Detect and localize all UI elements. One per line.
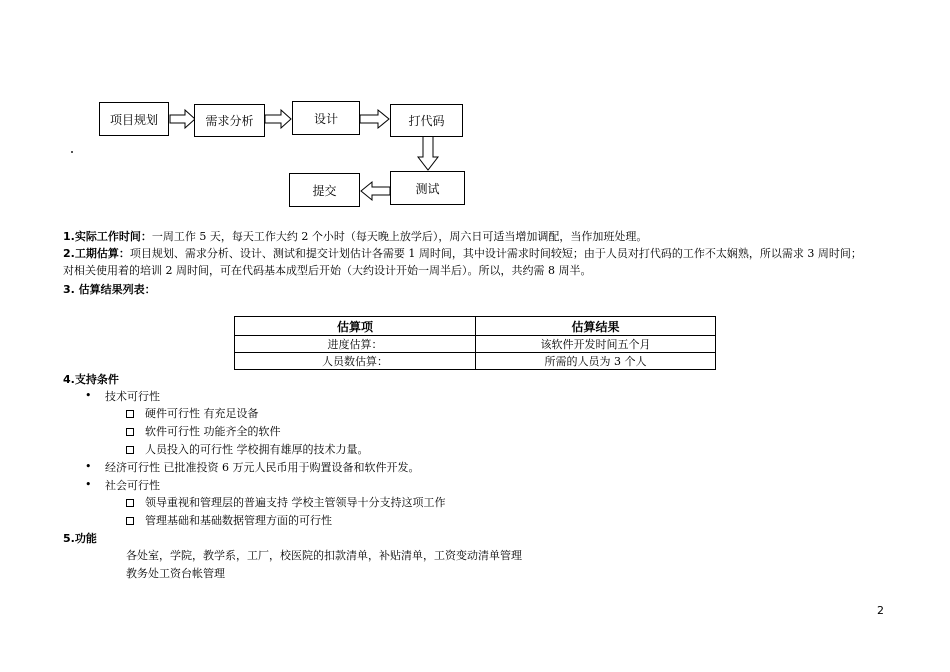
flow-box-label: 提交: [312, 183, 337, 198]
estimate-table: [234, 316, 716, 370]
table-header-row: [235, 317, 716, 336]
flow-box-label: 测试: [415, 181, 440, 196]
list-item: 领导重视和管理层的普遍支持 学校主管领导十分支持这项工作: [145, 496, 446, 509]
flow-box-label: 项目规划: [109, 112, 158, 127]
bullet-icon: •: [85, 389, 92, 402]
flow-box-plan: [99, 102, 169, 136]
function-line: 各处室，学院，教学系，工厂，校医院的扣款清单，补贴清单，工资变动清单管理: [126, 549, 522, 562]
flow-box-submit: [289, 173, 360, 207]
list-item: 硬件可行性 有充足设备: [145, 407, 259, 420]
section-2-line-1: [63, 246, 862, 262]
arrow-right-2: [265, 110, 291, 128]
checkbox-square-icon: [126, 428, 134, 436]
section-2-text-1: 项目规划、需求分析、设计、测试和提交计划估计各需要 1 周时间，其中设计需求时间较短；由于人员对打代码的工作不太娴熟，所以需求 3 周时间；: [129, 247, 862, 260]
section-1: [63, 229, 647, 245]
economic-feasibility: 经济可行性 已批准投资 6 万元人民币用于购置设备和软件开发。: [105, 461, 420, 474]
bullet-icon: •: [85, 478, 92, 491]
checkbox-square-icon: [126, 499, 134, 507]
arrow-left: [361, 182, 390, 200]
tech-feasibility-label: 技术可行性: [105, 390, 160, 403]
stray-dot: [71, 151, 73, 153]
checkbox-square-icon: [126, 410, 134, 418]
table-header-cell: 估算项: [235, 317, 476, 336]
table-cell: 进度估算：: [235, 336, 476, 353]
flow-box-label: 设计: [313, 111, 338, 126]
function-line: 教务处工资台帐管理: [126, 567, 225, 580]
flow-box-label: 打代码: [408, 114, 445, 128]
list-item: 人员投入的可行性 学校拥有雄厚的技术力量。: [145, 443, 369, 456]
flow-box-coding: [390, 104, 463, 137]
arrow-right-1: [170, 110, 195, 128]
table-cell: 该软件开发时间五个月: [476, 336, 716, 353]
checkbox-square-icon: [126, 517, 134, 525]
section-5-heading: 5.功能: [63, 532, 97, 545]
flow-box-design: [292, 101, 360, 135]
table-cell: 人员数估算：: [235, 353, 476, 370]
arrow-right-3: [360, 110, 389, 128]
checkbox-square-icon: [126, 446, 134, 454]
list-item: 管理基础和基础数据管理方面的可行性: [145, 514, 332, 527]
section-3-heading: 3. 估算结果列表：: [63, 283, 156, 296]
list-item: 软件可行性 功能齐全的软件: [145, 425, 281, 438]
section-1-heading: 1.实际工作时间：: [63, 230, 152, 243]
social-feasibility-label: 社会可行性: [105, 479, 160, 492]
bullet-icon: •: [85, 460, 92, 473]
arrow-down: [418, 135, 438, 170]
section-4-heading: 4.支持条件: [63, 373, 119, 386]
section-1-text: 一周工作 5 天，每天工作大约 2 个小时（每天晚上放学后），周六日可适当增加调配，当作加班处理。: [151, 230, 648, 243]
table-row: [235, 336, 716, 353]
flow-box-label: 需求分析: [205, 114, 254, 128]
table-header-cell: 估算结果: [476, 317, 716, 336]
flow-box-testing: [390, 171, 465, 205]
table-row: [235, 353, 716, 370]
section-2-line-2: 对相关使用着的培训 2 周时间，可在代码基本成型后开始（大约设计开始一周半后）。所以，共约需 8 周半。: [63, 264, 592, 277]
flow-box-requirements: [194, 104, 265, 137]
page-number: 2: [877, 604, 884, 617]
table-cell: 所需的人员为 3 个人: [476, 353, 716, 370]
section-2-heading: 2.工期估算：: [63, 247, 130, 260]
